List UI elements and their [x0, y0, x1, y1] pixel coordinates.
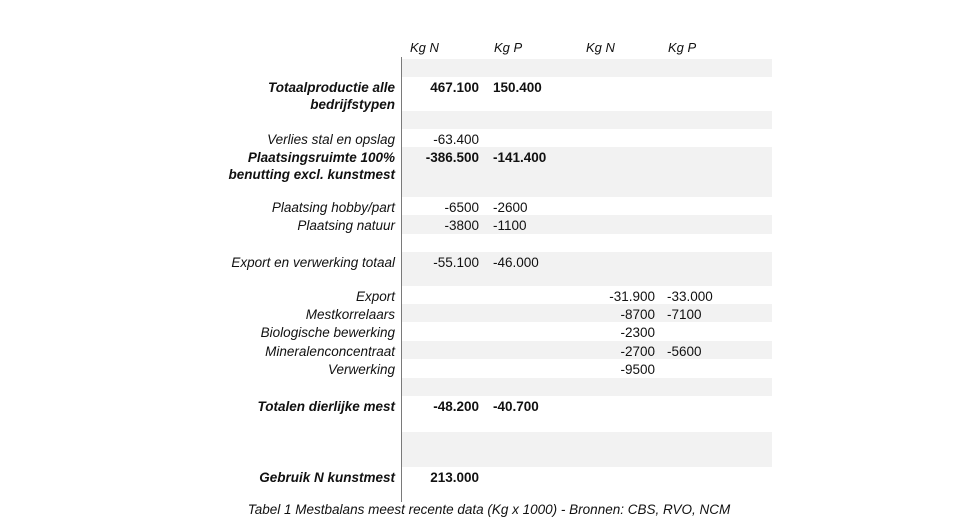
table-cell: -1100	[493, 218, 527, 233]
table-row	[0, 378, 978, 396]
table-cell: -9500	[620, 362, 655, 377]
row-shading	[401, 304, 772, 322]
table-row	[0, 234, 978, 252]
table-cell: -2700	[620, 344, 655, 359]
column-divider	[401, 57, 402, 502]
table-cell: -2300	[620, 325, 655, 340]
table-cell: -2600	[493, 200, 528, 215]
table-row	[0, 111, 978, 129]
table-cell: -386.500	[425, 150, 479, 165]
table-cell: -40.700	[493, 399, 539, 414]
table-row	[0, 304, 978, 322]
table-row	[0, 415, 978, 432]
table-cell: -5600	[667, 344, 702, 359]
row-label: Export	[355, 289, 395, 304]
table-row	[0, 129, 978, 147]
table-cell: -46.000	[493, 255, 539, 270]
table-row	[0, 359, 978, 378]
row-label: Plaatsingsruimte 100% benutting excl. kunstmest	[228, 150, 395, 182]
header-kg-p-1: Kg P	[494, 40, 523, 55]
row-shading	[401, 341, 772, 359]
table-row	[0, 396, 978, 415]
table-row	[0, 286, 978, 304]
row-label: Plaatsing hobby/part	[271, 200, 395, 215]
table-cell: -33.000	[667, 289, 713, 304]
table-row	[0, 59, 978, 77]
table-caption: Tabel 1 Mestbalans meest recente data (Kg x 1000) - Bronnen: CBS, RVO, NCM	[247, 502, 731, 517]
row-label: Export en verwerking totaal	[231, 255, 395, 270]
table-cell: -8700	[620, 307, 655, 322]
table-cell: -55.100	[433, 255, 479, 270]
table-row	[0, 432, 978, 467]
row-label: Totalen dierlijke mest	[257, 399, 395, 414]
table-cell: -141.400	[493, 150, 547, 165]
row-shading	[401, 111, 772, 129]
row-shading	[401, 378, 772, 396]
row-label: Verlies stal en opslag	[267, 132, 395, 147]
row-label: Totaalproductie alle bedrijfstypen	[267, 80, 395, 112]
table-cell: -6500	[444, 200, 479, 215]
row-shading	[401, 59, 772, 77]
table-cell: -48.200	[433, 399, 479, 414]
table-cell: 213.000	[430, 470, 479, 485]
header-kg-n-2: Kg N	[586, 40, 615, 55]
row-label: Plaatsing natuur	[297, 218, 395, 233]
table-row	[0, 197, 978, 215]
row-label: Verwerking	[327, 362, 395, 377]
row-label: Biologische bewerking	[260, 325, 395, 340]
row-label: Mestkorrelaars	[305, 307, 395, 322]
table-cell: -63.400	[433, 132, 479, 147]
row-shading	[401, 432, 772, 467]
row-label: Mineralenconcentraat	[265, 344, 395, 359]
table-cell: 150.400	[493, 80, 542, 95]
row-label: Gebruik N kunstmest	[259, 470, 395, 485]
table-row	[0, 322, 978, 341]
table-row	[0, 252, 978, 286]
table-row	[0, 467, 978, 485]
table-row	[0, 96, 978, 111]
table-cell: -31.900	[609, 289, 655, 304]
table-row	[0, 215, 978, 234]
header-kg-p-2: Kg P	[668, 40, 697, 55]
table-row	[0, 341, 978, 359]
table-row	[0, 147, 978, 197]
table-cell: -3800	[444, 218, 479, 233]
table-cell: 467.100	[430, 80, 479, 95]
table-cell: -7100	[667, 307, 702, 322]
header-kg-n-1: Kg N	[410, 40, 439, 55]
